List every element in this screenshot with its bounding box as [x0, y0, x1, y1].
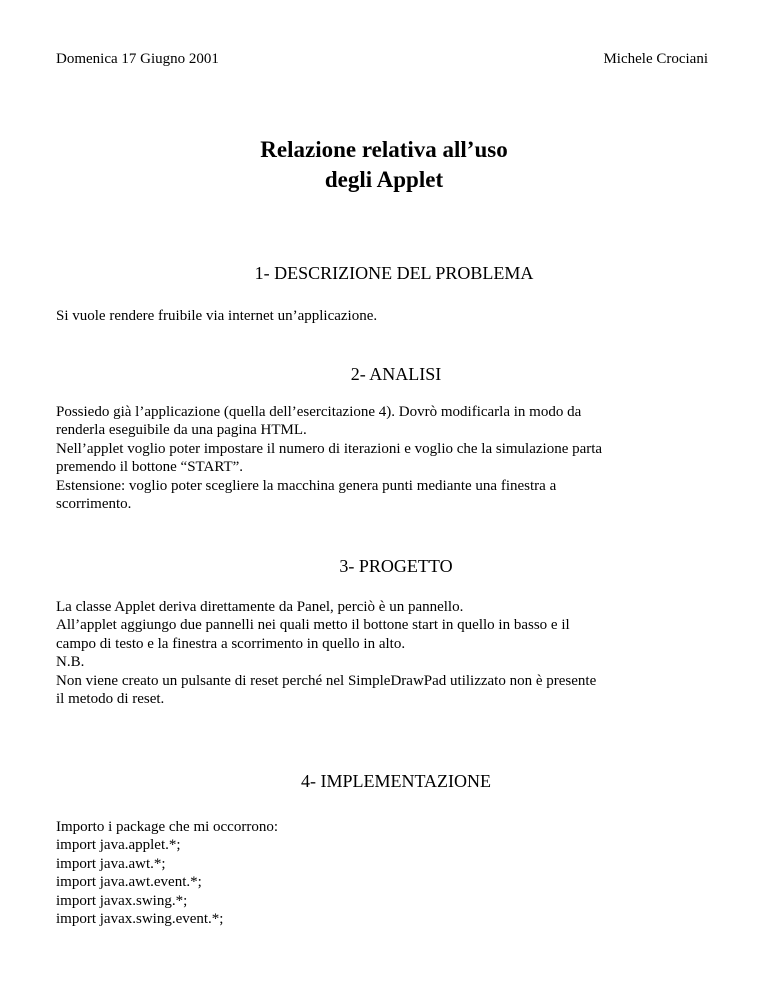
title-line-2: degli Applet	[324, 167, 444, 192]
code-line: import javax.swing.event.*;	[56, 911, 224, 928]
body-line: Nell’applet voglio poter impostare il numero di iterazioni e voglio che la simulazione parta	[56, 440, 603, 457]
section-heading-descrizione: 1- DESCRIZIONE DEL PROBLEMA	[254, 263, 534, 283]
body-line: N.B.	[56, 654, 85, 671]
body-line: renderla eseguibile da una pagina HTML.	[56, 422, 307, 439]
header-date: Domenica 17 Giugno 2001	[56, 51, 219, 67]
body-line: scorrimento.	[56, 496, 132, 513]
header-author: Michele Crociani	[603, 51, 708, 67]
body-line: premendo il bottone “START”.	[56, 459, 244, 476]
document-title	[0, 135, 768, 195]
section-heading-analisi: 2- ANALISI	[350, 364, 442, 384]
section-body-implementazione	[56, 818, 726, 928]
code-line: import java.awt.event.*;	[56, 874, 202, 891]
body-line: La classe Applet deriva direttamente da Panel, perciò è un pannello.	[56, 599, 464, 615]
code-line: import javax.swing.*;	[56, 892, 188, 909]
body-line: Importo i package che mi occorrono:	[56, 819, 278, 835]
body-line: All’applet aggiungo due pannelli nei quali metto il bottone start in quello in basso e il	[56, 617, 570, 634]
section-heading-progetto: 3- PROGETTO	[339, 556, 453, 576]
section-body-analisi	[56, 403, 726, 513]
section-body-descrizione	[56, 307, 726, 325]
code-line: import java.awt.*;	[56, 855, 166, 872]
section-heading-implementazione: 4- IMPLEMENTAZIONE	[300, 771, 492, 791]
body-line: Possiedo già l’applicazione (quella dell’esercitazione 4). Dovrò modificarla in modo da	[56, 404, 582, 420]
body-line: Non viene creato un pulsante di reset perché nel SimpleDrawPad utilizzato non è presente	[56, 672, 597, 689]
body-line: campo di testo e la finestra a scorrimento in quello in alto.	[56, 635, 406, 652]
section-body-progetto	[56, 598, 726, 708]
title-line-1: Relazione relativa all’uso	[260, 137, 508, 162]
code-line: import java.applet.*;	[56, 837, 181, 854]
body-line: Estensione: voglio poter scegliere la macchina genera punti mediante una finestra a	[56, 477, 557, 494]
body-line: il metodo di reset.	[56, 691, 165, 708]
body-line: Si vuole rendere fruibile via internet un’applicazione.	[56, 308, 378, 324]
